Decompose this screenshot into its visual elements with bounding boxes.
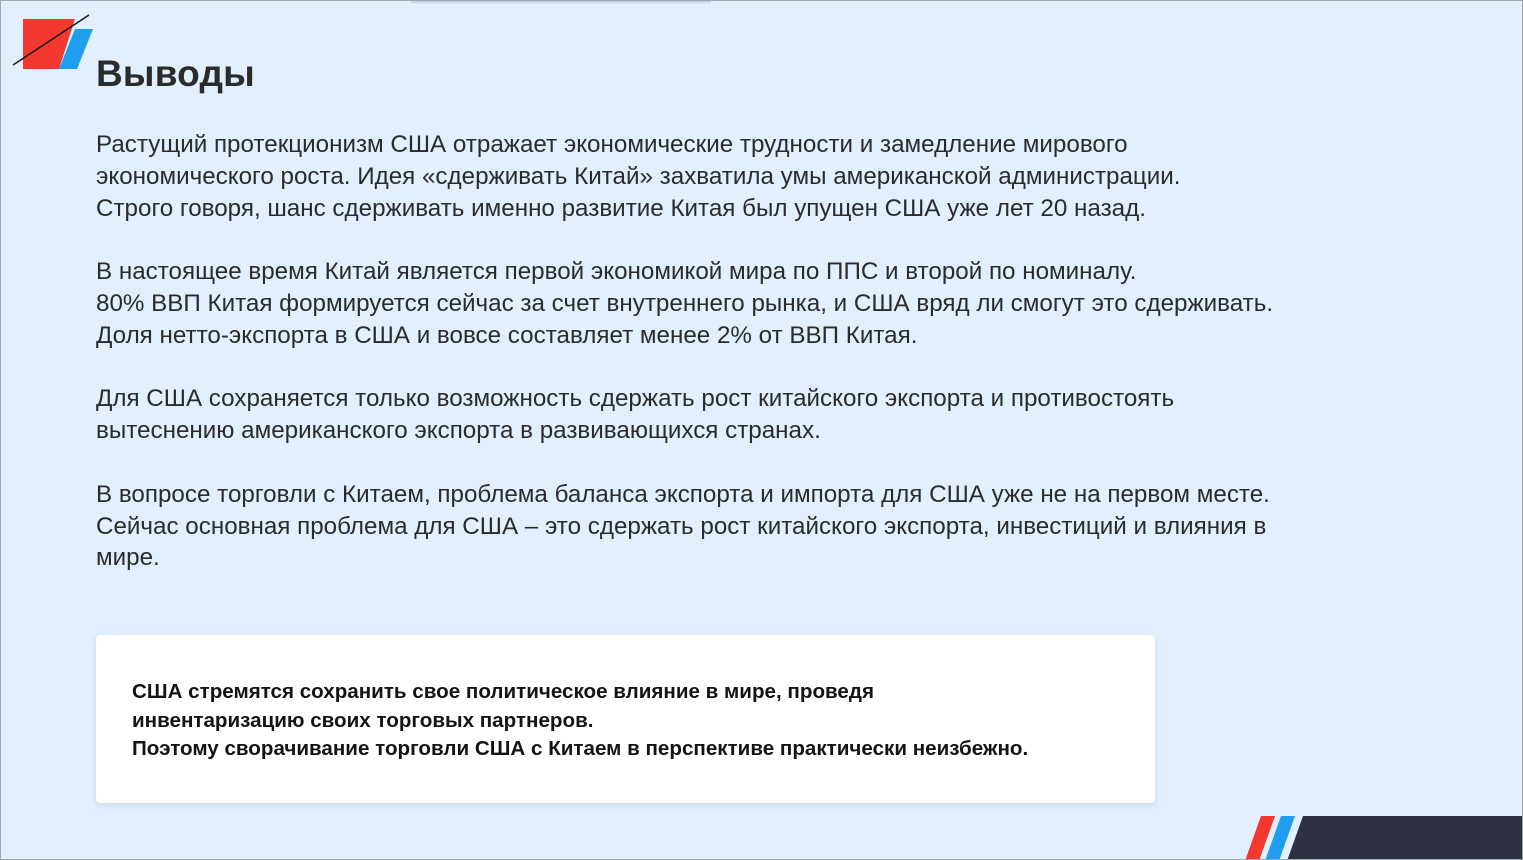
top-edge-shadow — [411, 1, 711, 4]
paragraph-4 — [96, 479, 1426, 574]
callout-line: США стремятся сохранить свое политическое влияние в мире, проведя — [132, 680, 874, 703]
paragraph-3 — [96, 383, 1426, 447]
text-line: Растущий протекционизм США отражает экономические трудности и замедление мирового — [96, 131, 1128, 158]
text-line: Доля нетто-экспорта в США и вовсе составляет менее 2% от ВВП Китая. — [96, 321, 918, 349]
text-line: экономического роста. Идея «сдерживать Китай» захватила умы американской администрации. — [96, 162, 1181, 190]
slide-title: Выводы — [96, 53, 255, 94]
text-line: Строго говоря, шанс сдерживать именно развитие Китая был упущен США уже лет 20 назад. — [96, 194, 1146, 222]
text-line: 80% ВВП Китая формируется сейчас за счет внутреннего рынка, и США вряд ли смогут это сдерживать. — [96, 289, 1274, 317]
text-line: мире. — [96, 544, 160, 572]
callout-text — [132, 678, 1028, 764]
text-line: Сейчас основная проблема для США – это сдержать рост китайского экспорта, инвестиций и влияния в — [96, 512, 1267, 540]
red-blue-stripes-footer-icon — [1241, 816, 1523, 860]
paragraph-2 — [96, 256, 1426, 351]
text-line: вытеснению американского экспорта в развивающихся странах. — [96, 417, 821, 445]
callout-line: инвентаризацию своих торговых партнеров. — [132, 708, 594, 732]
paragraph-1 — [96, 129, 1426, 224]
text-line: В вопросе торговли с Китаем, проблема баланса экспорта и импорта для США уже не на первом месте. — [96, 480, 1270, 508]
red-blue-parallelogram-logo-icon — [9, 11, 99, 81]
conclusion-callout-box — [96, 635, 1155, 803]
callout-line: Поэтому сворачивание торговли США с Китаем в перспективе практически неизбежно. — [132, 737, 1029, 760]
text-line: Для США сохраняется только возможность сдержать рост китайского экспорта и противостоять — [96, 385, 1175, 413]
text-line: В настоящее время Китай является первой экономикой мира по ППС и второй по номиналу. — [96, 258, 1137, 286]
slide-body — [96, 129, 1426, 606]
